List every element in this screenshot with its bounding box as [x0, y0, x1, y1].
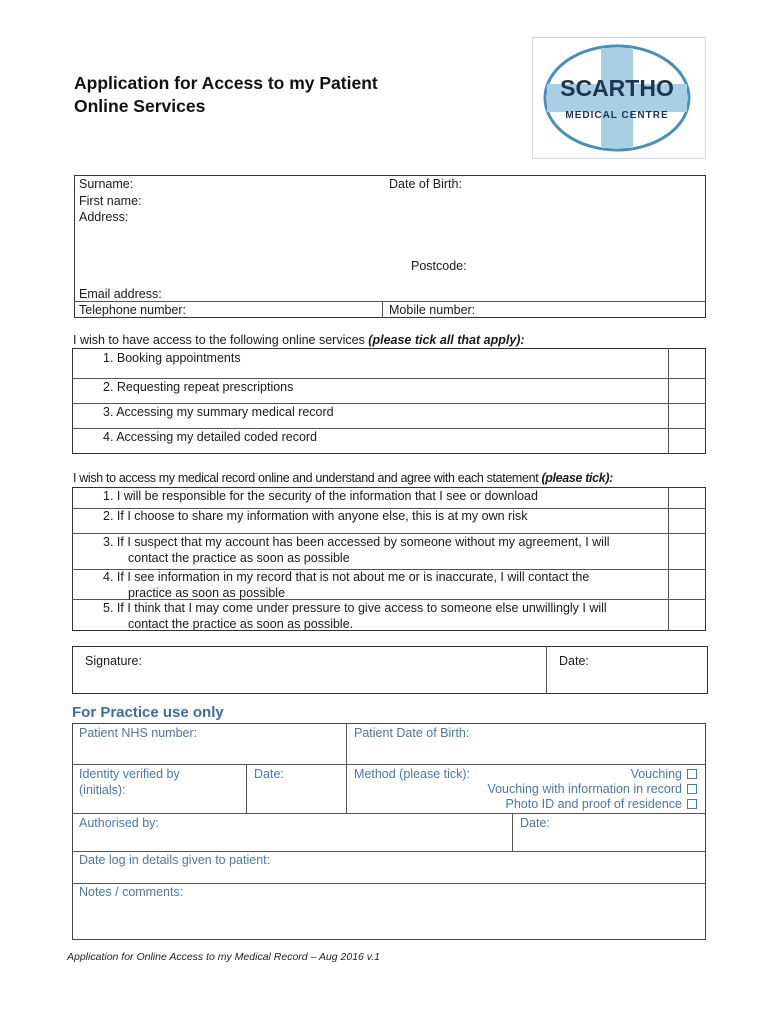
divider	[512, 813, 513, 851]
statement-4: 4. If I see information in my record that is not about me or is inaccurate, I will contact the	[103, 570, 590, 584]
divider	[72, 851, 706, 852]
statement-3-cont: contact the practice as soon as possible	[128, 551, 350, 565]
identity-date-field[interactable]: Date:	[254, 767, 284, 781]
service-summary-checkbox[interactable]	[669, 404, 705, 428]
dob-field[interactable]: Date of Birth:	[389, 177, 462, 191]
service-booking: 1. Booking appointments	[103, 351, 241, 365]
divider	[74, 301, 706, 302]
statement-1-checkbox[interactable]	[669, 488, 705, 508]
identity-verified-label-cont: (initials):	[79, 783, 126, 797]
service-booking-checkbox[interactable]	[669, 349, 705, 378]
divider	[72, 428, 706, 429]
checkbox-icon[interactable]	[687, 784, 697, 794]
divider	[382, 301, 383, 318]
statement-3: 3. If I suspect that my account has been accessed by someone without my agreement, I will	[103, 535, 610, 549]
practice-use-heading: For Practice use only	[72, 704, 224, 721]
title-line-2: Online Services	[74, 96, 206, 116]
practice-use-table	[72, 723, 706, 940]
divider	[246, 764, 247, 813]
statement-4-cont: practice as soon as possible	[128, 586, 286, 600]
statement-1: 1. I will be responsible for the security of the information that I see or download	[103, 489, 538, 503]
surname-field[interactable]: Surname:	[79, 177, 134, 191]
service-prescriptions: 2. Requesting repeat prescriptions	[103, 380, 294, 394]
logo-emblem	[533, 38, 705, 158]
mobile-field[interactable]: Mobile number:	[389, 303, 476, 317]
method-vouching[interactable]: Vouching	[631, 767, 697, 782]
first-name-field[interactable]: First name:	[79, 194, 142, 208]
method-photo-id[interactable]: Photo ID and proof of residence	[505, 797, 697, 812]
statement-5-checkbox[interactable]	[669, 600, 705, 630]
statement-5: 5. If I think that I may come under pressure to give access to someone else unwillingly I will	[103, 601, 607, 615]
signature-box	[72, 646, 708, 694]
statement-3-checkbox[interactable]	[669, 534, 705, 569]
telephone-field[interactable]: Telephone number:	[79, 303, 187, 317]
statements-intro: I wish to access my medical record online and understand and agree with each statement (please tick):	[73, 471, 613, 485]
divider	[72, 533, 706, 534]
logo-word-2: MEDICAL CENTRE	[565, 110, 669, 121]
divider	[72, 378, 706, 379]
login-date-field[interactable]: Date log in details given to patient:	[79, 853, 271, 867]
statement-5-cont: contact the practice as soon as possible.	[128, 617, 354, 631]
scartho-logo	[532, 37, 706, 159]
patient-dob-field[interactable]: Patient Date of Birth:	[354, 726, 470, 740]
divider	[72, 403, 706, 404]
postcode-field[interactable]: Postcode:	[411, 259, 467, 273]
statement-2: 2. If I choose to share my information with anyone else, this is at my own risk	[103, 509, 528, 523]
signature-date-field[interactable]: Date:	[559, 654, 589, 668]
logo-word-1: SCARTHO	[560, 75, 674, 101]
signature-field[interactable]: Signature:	[85, 654, 142, 668]
personal-details-box	[74, 175, 706, 318]
divider	[346, 723, 347, 813]
nhs-number-field[interactable]: Patient NHS number:	[79, 726, 198, 740]
service-coded-record: 4. Accessing my detailed coded record	[103, 430, 318, 444]
service-summary-record: 3. Accessing my summary medical record	[103, 405, 334, 419]
identity-verified-label: Identity verified by	[79, 767, 180, 781]
divider	[72, 883, 706, 884]
footer-text: Application for Online Access to my Medical Record – Aug 2016 v.1	[67, 951, 381, 963]
checkbox-icon[interactable]	[687, 769, 697, 779]
authorised-by-field[interactable]: Authorised by:	[79, 816, 159, 830]
divider	[546, 646, 547, 694]
method-vouching-record[interactable]: Vouching with information in record	[487, 782, 697, 797]
service-prescriptions-checkbox[interactable]	[669, 379, 705, 403]
statement-4-checkbox[interactable]	[669, 570, 705, 599]
divider	[72, 813, 706, 814]
services-intro: I wish to have access to the following online services (please tick all that apply):	[73, 333, 525, 347]
checkbox-icon[interactable]	[687, 799, 697, 809]
title-line-1: Application for Access to my Patient	[74, 73, 378, 93]
email-field[interactable]: Email address:	[79, 287, 162, 301]
statement-2-checkbox[interactable]	[669, 509, 705, 533]
method-label: Method (please tick):	[354, 767, 471, 781]
page-title	[74, 72, 378, 118]
divider	[72, 764, 706, 765]
address-field[interactable]: Address:	[79, 210, 129, 224]
service-coded-checkbox[interactable]	[669, 429, 705, 453]
authorised-date-field[interactable]: Date:	[520, 816, 550, 830]
notes-field[interactable]: Notes / comments:	[79, 885, 184, 899]
